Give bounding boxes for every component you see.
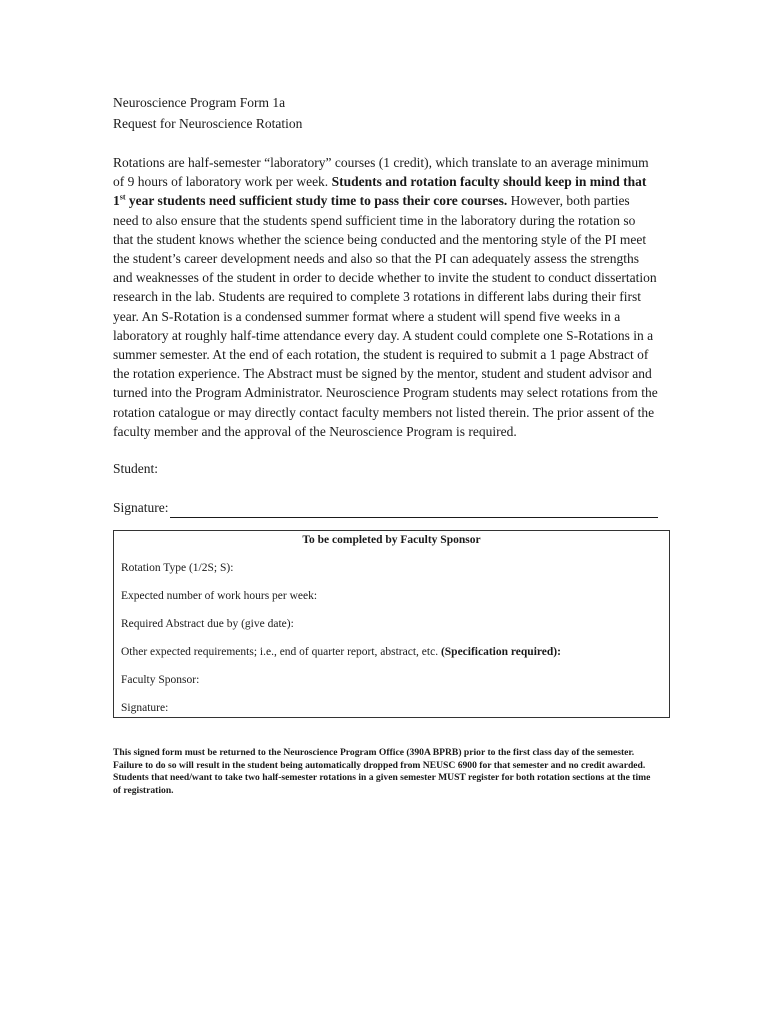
student-signature-row — [113, 498, 658, 518]
form-page — [113, 92, 658, 807]
intro-text-1: Rotations are half-semester “laboratory” courses (1 credit), which translate to an average minimum of 9 hours of laboratory work per week. — [113, 155, 649, 190]
faculty-sponsor-box — [113, 530, 670, 718]
faculty-signature-field[interactable]: Signature: — [121, 702, 169, 715]
work-hours-field[interactable]: Expected number of work hours per week: — [121, 590, 318, 603]
faculty-box-title: To be completed by Faculty Sponsor — [302, 534, 481, 547]
rotation-type-field[interactable]: Rotation Type (1/2S; S): — [121, 562, 234, 575]
student-signature-field[interactable] — [170, 503, 659, 518]
student-label: Student: — [113, 461, 159, 477]
form-header — [113, 92, 658, 134]
form-title: Request for Neuroscience Rotation — [113, 116, 303, 131]
faculty-sponsor-field[interactable]: Faculty Sponsor: — [121, 674, 200, 687]
footer-note: This signed form must be returned to the Neuroscience Program Office (390A BPRB) prior to the first class day of the semester. Failure to do so will result in the student being automatically dropped from NEUSC 6900 for that semester and no credit awarded. Students that need/want to take two half-semester rotations in a given semester MUST register for both rotation sections at the time of registration. — [113, 747, 651, 796]
abstract-due-field[interactable]: Required Abstract due by (give date): — [121, 618, 294, 631]
intro-bold-text: Students and rotation faculty should keep in mind that 1st year students need sufficient study time to pass their core courses. — [113, 174, 647, 209]
form-number: Neuroscience Program Form 1a — [113, 95, 286, 110]
intro-text-2: However, both parties need to also ensure that the students spend sufficient time in the laboratory during the rotation so that the student knows whether the science being conducted and the mentoring style of the PI meet the student’s career development needs and also so that the PI can adequately assess the strengths and weaknesses of the student in order to decide whether to invite the student to conduct dissertation research in the lab. Students are required to complete 3 rotations in different labs during their first year. An S-Rotation is a condensed summer format where a student will spend five weeks in a laboratory at roughly half-time attendance every day. A student could complete one S-Rotations in a summer semester. At the end of each rotation, the student is required to submit a 1 page Abstract of the rotation experience. The Abstract must be signed by the mentor, student and student advisor and turned into the Program Administrator. Neuroscience Program students may select rotations from the rotation catalogue or may directly contact faculty members not listed therein. The prior assent of the faculty member and the approval of the Neuroscience Program is required. — [113, 193, 658, 439]
other-requirements-field[interactable]: Other expected requirements; i.e., end of quarter report, abstract, etc. (Specification required): — [121, 646, 561, 659]
intro-paragraph — [113, 153, 658, 441]
student-signature-label: Signature: — [113, 500, 169, 516]
